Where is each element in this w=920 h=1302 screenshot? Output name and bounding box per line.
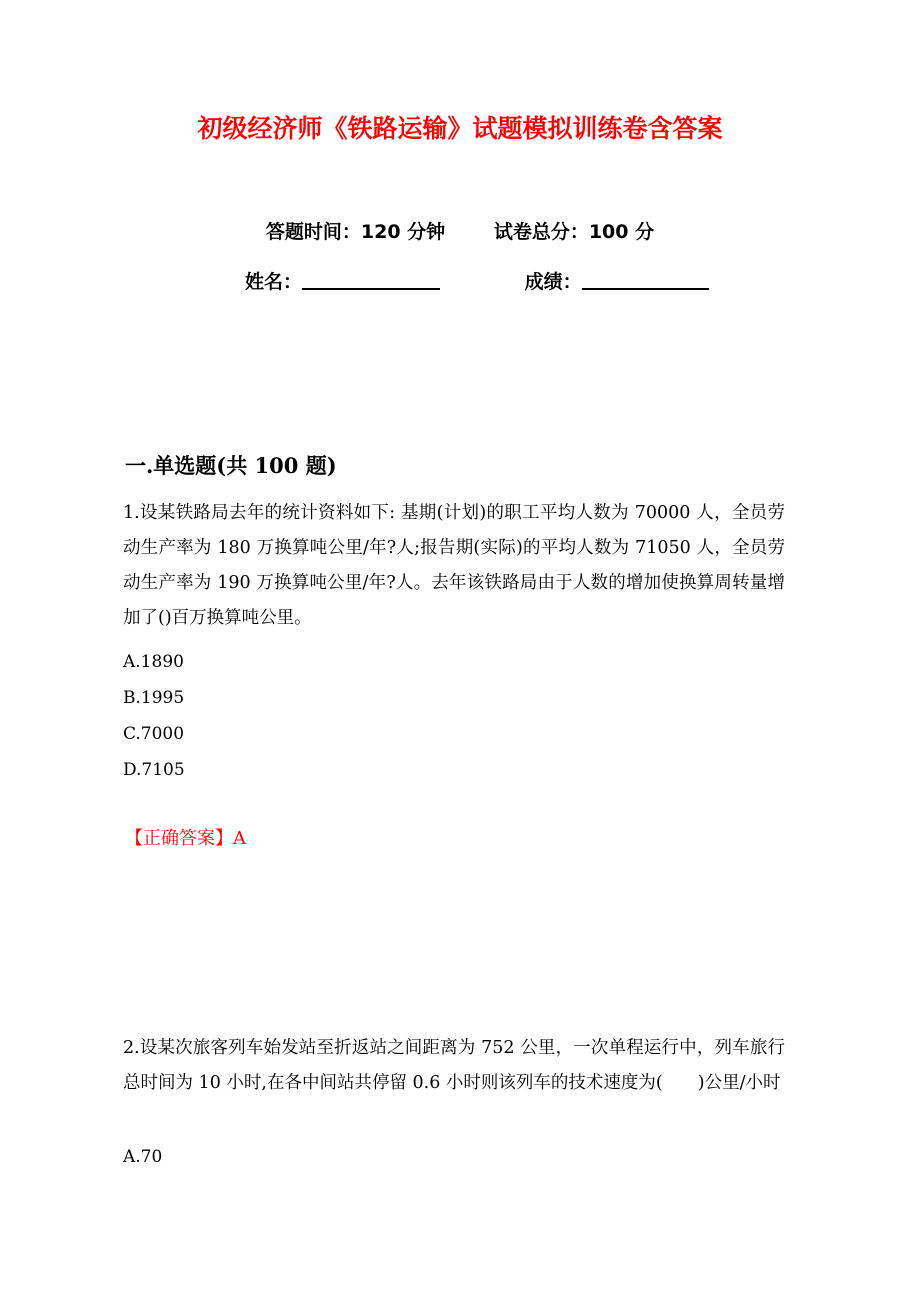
correct-answer-label: 【正确答案】: [125, 828, 233, 849]
name-field-group: [245, 271, 447, 293]
section-heading: 一.单选题(共 100 题): [125, 453, 337, 478]
name-label: 姓名：: [245, 271, 303, 293]
total-score-label: 试卷总分：100 分: [493, 221, 655, 243]
score-field-group: [525, 271, 709, 293]
answer-time-label: 答题时间：120 分钟: [265, 221, 446, 243]
question-2-option-a: A.70: [123, 1147, 163, 1167]
question-1-correct-answer: [125, 826, 246, 852]
score-blank-line: [582, 272, 709, 290]
question-2-text: 2.设某次旅客列车始发站至折返站之间距离为 752 公里，一次单程运行中，列车旅行总时间为 10 小时,在各中间站共停留 0.6 小时则该列车的技术速度为( )公里/小时: [123, 1038, 785, 1093]
score-label: 成绩：: [524, 271, 582, 293]
question-1-text: 1.设某铁路局去年的统计资料如下: 基期(计划)的职工平均人数为 70000 人，全员劳动生产率为 180 万换算吨公里/年?人;报告期(实际)的平均人数为 71050 人，全员劳动生产率为 190 万换算吨公里/年?人。去年该铁路局由于人数的增加使换算周转量增加了()百万换算吨公里。: [123, 503, 785, 628]
name-blank-line: [302, 272, 440, 290]
question-1-option-d: D.7105: [123, 760, 185, 780]
correct-answer-value: A: [233, 828, 246, 849]
question-1-option-a: A.1890: [123, 652, 184, 672]
exam-info-row: [0, 218, 920, 246]
question-1-options: [123, 644, 185, 788]
page-title: 初级经济师《铁路运输》试题模拟训练卷含答案: [197, 114, 723, 143]
question-1-option-c: C.7000: [123, 724, 185, 744]
question-1-option-b: B.1995: [123, 688, 185, 708]
name-score-row: [0, 268, 920, 296]
